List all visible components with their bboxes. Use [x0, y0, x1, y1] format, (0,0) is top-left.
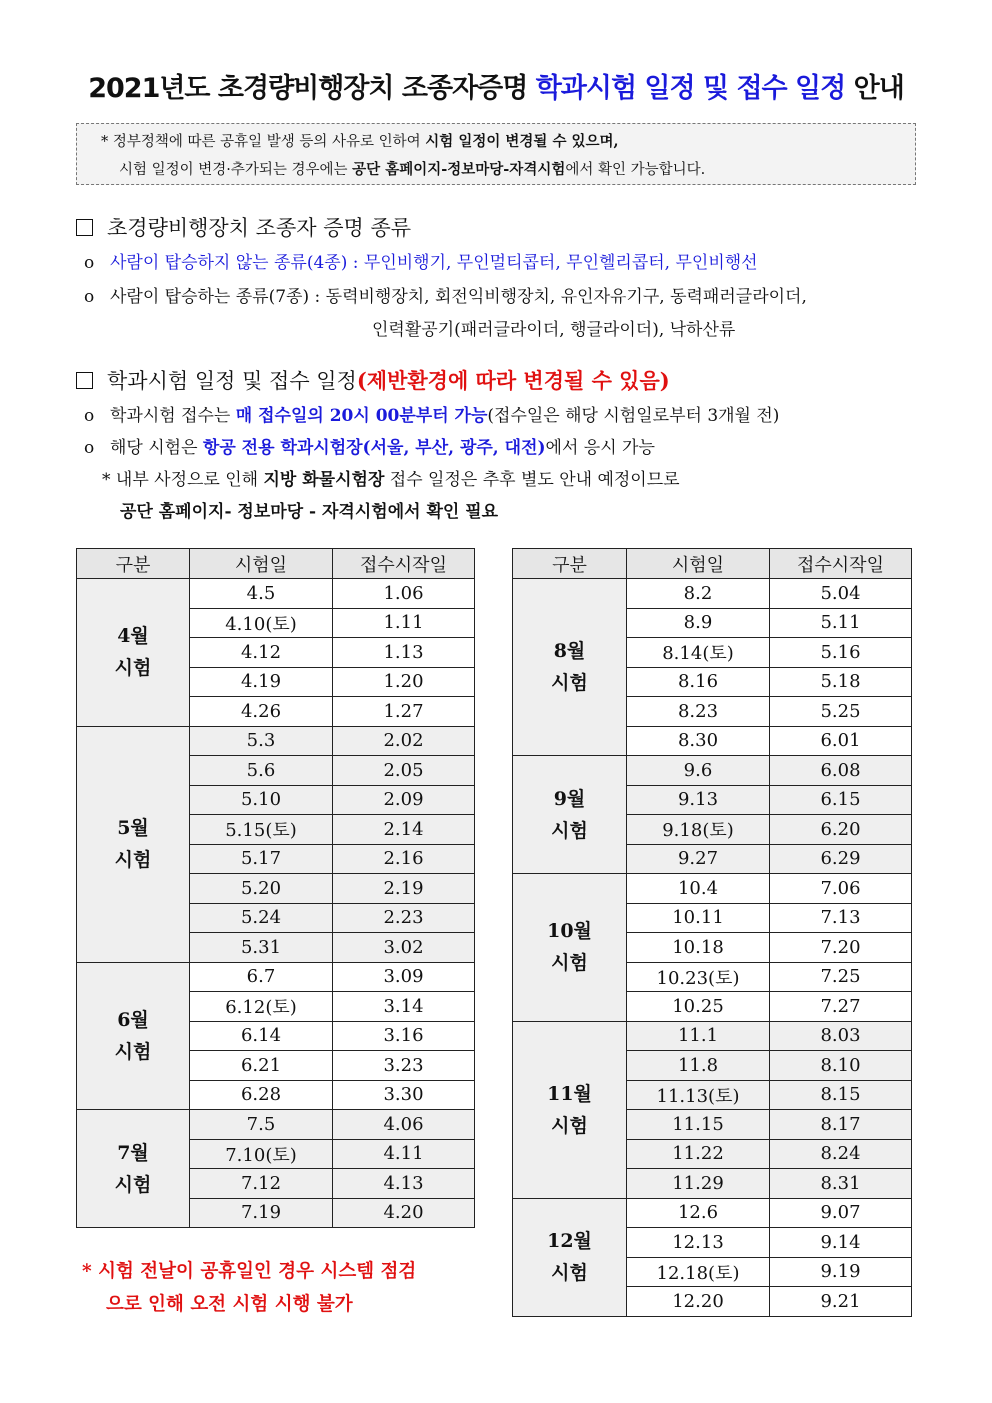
- section-title: 초경량비행장치 조종자 증명 종류: [107, 216, 412, 240]
- month-label-line: 8월: [553, 640, 586, 662]
- notice-text: 시험 일정이 변경·추가되는 경우에는: [119, 162, 353, 178]
- header-exam-date: 시험일: [190, 549, 333, 579]
- exam-date-cell: 11.15: [627, 1110, 770, 1140]
- registration-start-cell: 8.10: [770, 1051, 912, 1081]
- notice-bold: 시험 일정이 변경될 수 있으며,: [425, 133, 619, 150]
- registration-start-cell: 7.25: [770, 962, 912, 992]
- exam-date-cell: 4.5: [190, 579, 333, 609]
- types-item-text: 사람이 탑승하지 않는 종류(4종) : 무인비행기, 무인멀티콥터, 무인헬리콥터, 무인비행선: [110, 253, 758, 273]
- exam-date-cell: 6.21: [190, 1051, 333, 1081]
- exam-date-cell: 9.27: [627, 844, 770, 874]
- registration-start-cell: 8.15: [770, 1080, 912, 1110]
- table-row: [513, 579, 912, 609]
- title-part3: 안내: [845, 73, 904, 104]
- exam-date-cell: 7.10(토): [190, 1139, 333, 1169]
- exam-date-cell: 8.16: [627, 667, 770, 697]
- exam-date-cell: 5.17: [190, 844, 333, 874]
- exam-date-cell: 6.14: [190, 1021, 333, 1051]
- registration-start-cell: 7.06: [770, 874, 912, 904]
- exam-date-cell: 10.23(토): [627, 962, 770, 992]
- exam-date-cell: 4.26: [190, 697, 333, 727]
- month-group-label: [77, 962, 190, 1110]
- registration-start-cell: 2.16: [333, 844, 475, 874]
- registration-start-cell: 3.14: [333, 992, 475, 1022]
- registration-start-cell: 4.20: [333, 1198, 475, 1228]
- section-title-note: (제반환경에 따라 변경될 수 있음): [356, 368, 670, 393]
- schedule-table-right: [512, 548, 912, 1317]
- exam-date-cell: 4.12: [190, 638, 333, 668]
- notice-bold: 공단 홈페이지-정보마당-자격시험: [352, 161, 566, 178]
- text: 접수 일정은 추후 별도 안내 예정이므로: [384, 470, 680, 490]
- exam-date-cell: 6.12(토): [190, 992, 333, 1022]
- exam-date-cell: 11.29: [627, 1169, 770, 1199]
- title-highlight: 학과시험 일정 및 접수 일정: [535, 73, 846, 104]
- month-label-line: 시험: [114, 657, 152, 680]
- section-heading-schedule: [76, 365, 670, 395]
- month-label-line: 시험: [114, 1040, 152, 1063]
- table-row: [77, 726, 475, 756]
- morning-exam-warning: [82, 1255, 416, 1321]
- exam-date-cell: 8.23: [627, 697, 770, 727]
- registration-start-cell: 1.11: [333, 608, 475, 638]
- registration-start-cell: 9.21: [770, 1287, 912, 1317]
- exam-date-cell: 8.14(토): [627, 638, 770, 668]
- section-title: 학과시험 일정 및 접수 일정: [107, 369, 357, 393]
- table-row: [513, 1198, 912, 1228]
- month-label-line: 시험: [551, 819, 588, 842]
- highlight-text: 매 접수일의 20시 00분부터 가능: [235, 406, 488, 426]
- registration-start-cell: 7.13: [770, 903, 912, 933]
- notice-line-2: [101, 156, 915, 184]
- header-category: 구분: [77, 549, 190, 579]
- month-label-line: 9월: [553, 787, 586, 810]
- table-row: [77, 962, 475, 992]
- section-heading-types: [76, 212, 411, 242]
- schedule-note-2: 공단 홈페이지- 정보마당 - 자격시험에서 확인 필요: [120, 502, 499, 522]
- exam-date-cell: 5.31: [190, 933, 333, 963]
- notice-line-1: [101, 128, 915, 156]
- registration-start-cell: 6.08: [770, 756, 912, 786]
- header-exam-date: 시험일: [627, 549, 770, 579]
- month-label-line: 시험: [551, 952, 588, 975]
- exam-date-cell: 10.18: [627, 933, 770, 963]
- exam-date-cell: 12.13: [627, 1228, 770, 1258]
- schedule-note: [102, 465, 680, 490]
- bullet-icon: o: [84, 406, 95, 426]
- schedule-table-left: [76, 548, 475, 1228]
- month-group-label: [513, 756, 627, 874]
- warning-line-2: 으로 인해 오전 시험 시행 불가: [106, 1294, 353, 1315]
- exam-date-cell: 6.7: [190, 962, 333, 992]
- bullet-icon: o: [84, 438, 95, 458]
- bullet-icon: o: [84, 253, 95, 273]
- exam-date-cell: 4.19: [190, 667, 333, 697]
- registration-start-cell: 4.13: [333, 1169, 475, 1199]
- exam-date-cell: 5.6: [190, 756, 333, 786]
- exam-date-cell: 8.2: [627, 579, 770, 609]
- warning-line-1: * 시험 전날이 공휴일인 경우 시스템 점검: [82, 1261, 417, 1282]
- checkbox-square-icon: [76, 372, 93, 389]
- exam-date-cell: 11.13(토): [627, 1080, 770, 1110]
- exam-date-cell: 5.24: [190, 903, 333, 933]
- exam-date-cell: 11.22: [627, 1139, 770, 1169]
- month-group-label: [77, 726, 190, 962]
- month-label-line: 6월: [117, 1008, 149, 1031]
- title-part1: 2021년도 초경량비행장치 조종자증명: [88, 73, 536, 104]
- month-label-line: 시험: [551, 1114, 588, 1137]
- exam-date-cell: 8.9: [627, 608, 770, 638]
- exam-date-cell: 10.25: [627, 992, 770, 1022]
- registration-start-cell: 3.09: [333, 962, 475, 992]
- header-registration-start: 접수시작일: [333, 549, 475, 579]
- registration-start-cell: 2.05: [333, 756, 475, 786]
- month-group-label: [77, 579, 190, 727]
- exam-date-cell: 8.30: [627, 726, 770, 756]
- registration-start-cell: 5.11: [770, 608, 912, 638]
- registration-start-cell: 6.01: [770, 726, 912, 756]
- registration-start-cell: 6.15: [770, 785, 912, 815]
- table-row: [77, 579, 475, 609]
- exam-date-cell: 7.12: [190, 1169, 333, 1199]
- exam-date-cell: 9.13: [627, 785, 770, 815]
- bold-text: 지방 화물시험장: [263, 470, 385, 490]
- exam-date-cell: 5.15(토): [190, 815, 333, 845]
- exam-date-cell: 4.10(토): [190, 608, 333, 638]
- notice-text: * 정부정책에 따른 공휴일 발생 등의 사유로 인하여: [101, 134, 426, 150]
- registration-start-cell: 3.02: [333, 933, 475, 963]
- text: (접수일은 해당 시험일로부터 3개월 전): [487, 406, 780, 426]
- exam-date-cell: 12.20: [627, 1287, 770, 1317]
- header-registration-start: 접수시작일: [770, 549, 912, 579]
- exam-date-cell: 6.28: [190, 1080, 333, 1110]
- registration-start-cell: 7.27: [770, 992, 912, 1022]
- month-label-line: 12월: [547, 1230, 592, 1252]
- registration-start-cell: 8.17: [770, 1110, 912, 1140]
- notice-text: 에서 확인 가능합니다.: [565, 162, 706, 178]
- registration-start-cell: 1.27: [333, 697, 475, 727]
- table-row: [513, 756, 912, 786]
- table-row: [513, 1021, 912, 1051]
- exam-date-cell: 10.4: [627, 874, 770, 904]
- registration-start-cell: 1.06: [333, 579, 475, 609]
- month-label-line: 10월: [547, 920, 592, 943]
- registration-start-cell: 4.11: [333, 1139, 475, 1169]
- month-label-line: 4월: [117, 625, 149, 648]
- text: 해당 시험은: [110, 438, 203, 458]
- month-label-line: 7월: [117, 1141, 149, 1164]
- registration-start-cell: 4.06: [333, 1110, 475, 1140]
- month-label-line: 5월: [117, 817, 149, 839]
- month-label-line: 시험: [551, 672, 588, 694]
- registration-start-cell: 7.20: [770, 933, 912, 963]
- text: 학과시험 접수는: [110, 406, 236, 426]
- bullet-icon: o: [84, 287, 95, 307]
- checkbox-square-icon: [76, 219, 93, 236]
- registration-start-cell: 3.30: [333, 1080, 475, 1110]
- registration-start-cell: 2.19: [333, 874, 475, 904]
- registration-start-cell: 6.29: [770, 844, 912, 874]
- registration-start-cell: 5.16: [770, 638, 912, 668]
- highlight-text: 항공 전용 학과시험장(서울, 부산, 광주, 대전): [202, 438, 546, 458]
- registration-start-cell: 8.31: [770, 1169, 912, 1199]
- exam-date-cell: 12.6: [627, 1198, 770, 1228]
- exam-date-cell: 10.11: [627, 903, 770, 933]
- header-category: 구분: [513, 549, 627, 579]
- schedule-item-venue: [84, 433, 655, 458]
- registration-start-cell: 3.23: [333, 1051, 475, 1081]
- table-row: [77, 1110, 475, 1140]
- types-item-manned-cont: 인력활공기(패러글라이더, 행글라이더), 낙하산류: [372, 320, 736, 340]
- month-label-line: 11월: [547, 1082, 592, 1105]
- page-title: [0, 66, 992, 105]
- exam-date-cell: 5.10: [190, 785, 333, 815]
- month-label-line: 시험: [114, 849, 152, 871]
- exam-date-cell: 9.6: [627, 756, 770, 786]
- registration-start-cell: 5.04: [770, 579, 912, 609]
- registration-start-cell: 2.14: [333, 815, 475, 845]
- month-label-line: 시험: [551, 1262, 588, 1284]
- types-item-manned: [84, 282, 807, 307]
- registration-start-cell: 8.03: [770, 1021, 912, 1051]
- registration-start-cell: 3.16: [333, 1021, 475, 1051]
- registration-start-cell: 9.19: [770, 1257, 912, 1287]
- text: 에서 응시 가능: [545, 438, 655, 458]
- month-group-label: [513, 874, 627, 1022]
- registration-start-cell: 9.14: [770, 1228, 912, 1258]
- exam-date-cell: 7.5: [190, 1110, 333, 1140]
- month-group-label: [513, 1198, 627, 1316]
- registration-start-cell: 2.09: [333, 785, 475, 815]
- month-label-line: 시험: [114, 1173, 152, 1196]
- exam-date-cell: 11.1: [627, 1021, 770, 1051]
- month-group-label: [513, 1021, 627, 1198]
- registration-start-cell: 2.23: [333, 903, 475, 933]
- registration-start-cell: 1.13: [333, 638, 475, 668]
- month-group-label: [77, 1110, 190, 1228]
- text: * 내부 사정으로 인해: [102, 470, 264, 490]
- exam-date-cell: 7.19: [190, 1198, 333, 1228]
- types-item-text: 사람이 탑승하는 종류(7종) : 동력비행장치, 회전익비행장치, 유인자유기구, 동력패러글라이더,: [110, 287, 807, 307]
- exam-date-cell: 5.20: [190, 874, 333, 904]
- notice-box: [76, 123, 916, 185]
- registration-start-cell: 2.02: [333, 726, 475, 756]
- registration-start-cell: 1.20: [333, 667, 475, 697]
- types-item-unmanned: [84, 248, 758, 273]
- table-row: [513, 874, 912, 904]
- registration-start-cell: 6.20: [770, 815, 912, 845]
- registration-start-cell: 5.25: [770, 697, 912, 727]
- exam-date-cell: 12.18(토): [627, 1257, 770, 1287]
- registration-start-cell: 8.24: [770, 1139, 912, 1169]
- registration-start-cell: 5.18: [770, 667, 912, 697]
- registration-start-cell: 9.07: [770, 1198, 912, 1228]
- exam-date-cell: 11.8: [627, 1051, 770, 1081]
- exam-date-cell: 9.18(토): [627, 815, 770, 845]
- schedule-item-registration: [84, 401, 779, 426]
- month-group-label: [513, 579, 627, 756]
- exam-date-cell: 5.3: [190, 726, 333, 756]
